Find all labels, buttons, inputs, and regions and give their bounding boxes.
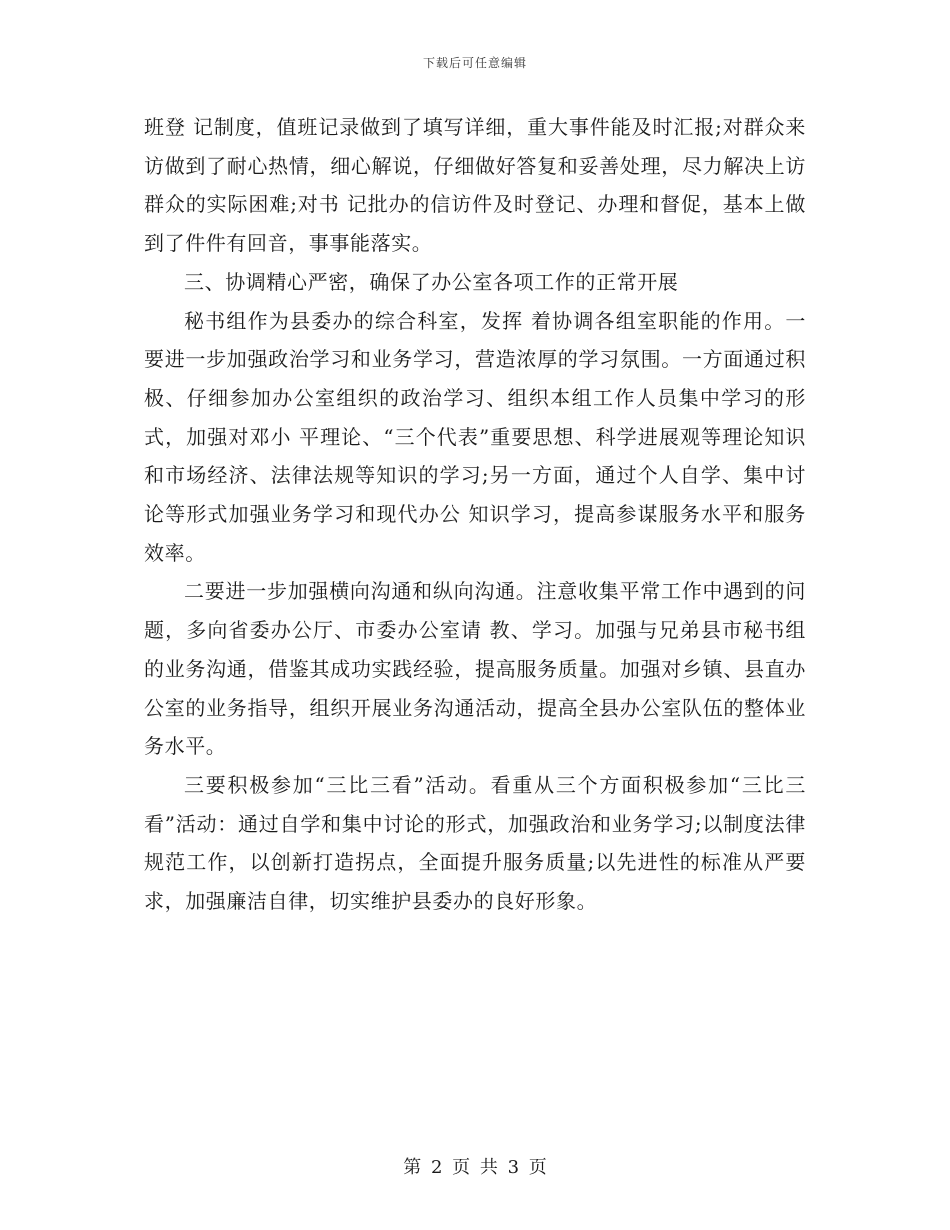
header-note: 下载后可任意编辑 xyxy=(422,56,527,70)
paragraph-3: 二要进一步加强横向沟通和纵向沟通。注意收集平常工作中遇到的问题，多向省委办公厅、市委办公室请 教、学习。加强与兄弟县市秘书组的业务沟通，借鉴其成功实践经验，提高服务质量。加强对乡镇、县直办公室的业务指导，组织开展业务沟通活动，提高全县办公室队伍的整体业务水平。 xyxy=(144,579,806,759)
page-number-footer: 第 2 页 共 3 页 xyxy=(403,1157,547,1178)
paragraph-1: 班登 记制度，值班记录做到了填写详细，重大事件能及时汇报;对群众来访做到了耐心热情，细心解说，仔细做好答复和妥善处理，尽力解决上访群众的实际困难;对书 记批办的信访件及时登记、办理和督促，基本上做到了件件有回音，事事能落实。 xyxy=(144,115,806,256)
paragraph-4: 三要积极参加“三比三看”活动。看重从三个方面积极参加“三比三看”活动：通过自学和集中讨论的形式，加强政治和业务学习;以制度法律规范工作，以创新打造拐点，全面提升服务质量;以先进性的标准从严要求，加强廉洁自律，切实维护县委办的良好形象。 xyxy=(144,772,806,914)
document-body xyxy=(144,108,806,921)
paragraph-2: 秘书组作为县委办的综合科室，发挥 着协调各组室职能的作用。一要进一步加强政治学习和业务学习，营造浓厚的学习氛围。一方面通过积极、仔细参加办公室组织的政治学习、组织本组工作人员集中学习的形式，加强对邓小 平理论、“三个代表”重要思想、科学进展观等理论知识和市场经济、法律法规等知识的学习;另一方面，通过个人自学、集中讨论等形式加强业务学习和现代办公 知识学习，提高参谋服务水平和服务效率。 xyxy=(144,308,806,565)
section-heading-3: 三、协调精心严密，确保了办公室各项工作的正常开展 xyxy=(184,269,679,294)
